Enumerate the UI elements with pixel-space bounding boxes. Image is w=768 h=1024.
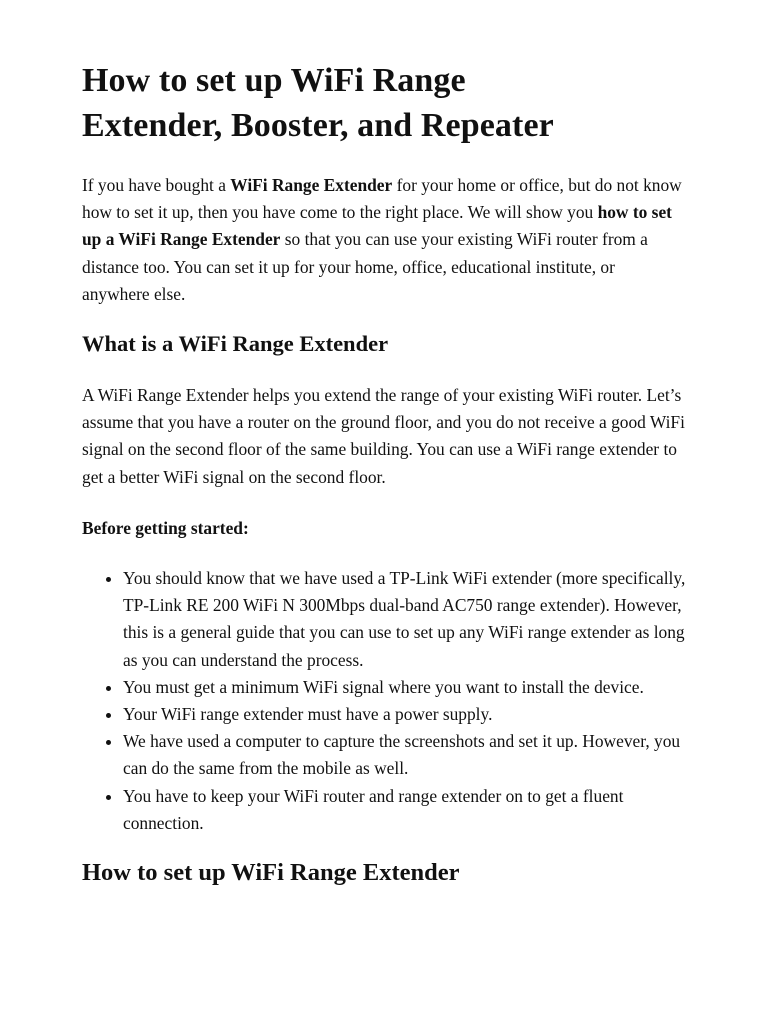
title-line-1: How to set up WiFi Range: [82, 62, 466, 99]
list-item: • You have to keep your WiFi router and range extender on to get a fluent connection.: [123, 783, 686, 837]
article-title: [82, 58, 686, 148]
list-item: • You should know that we have used a TP-Link WiFi extender (more specifically, TP-Link RE 200 WiFi N 300Mbps dual-band AC750 range extender). However, this is a general guide that you can use to set up any WiFi range extender as long as you can understand the process.: [123, 565, 686, 674]
section-heading-what-is: What is a WiFi Range Extender: [82, 331, 389, 357]
section-paragraph-what-is: A WiFi Range Extender helps you extend the range of your existing WiFi router. Let’s assume that you have a router on the ground floor, and you do not receive a good WiFi signal on the second floor of the same building. You can use a WiFi range extender to get a better WiFi signal on the second floor.: [82, 385, 685, 487]
list-item: • Your WiFi range extender must have a power supply.: [123, 701, 686, 728]
intro-bold-2: how to set up a WiFi Range Extender: [82, 202, 672, 250]
before-getting-started-label: Before getting started:: [82, 517, 249, 538]
intro-bold-1: WiFi Range Extender: [230, 175, 393, 195]
title-line-2: Extender, Booster, and Repeater: [82, 107, 554, 144]
intro-paragraph: [82, 172, 686, 308]
intro-text-3: so that you can use your existing WiFi router from a distance too. You can set it up for your home, office, educational institute, or anywhere else.: [82, 229, 648, 304]
list-item: • We have used a computer to capture the screenshots and set it up. However, you can do the same from the mobile as well.: [123, 728, 686, 782]
intro-text-1: If you have bought a: [82, 175, 231, 195]
intro-text-2: for your home or office, but do not know how to set it up, then you have come to the right place. We will show you: [82, 175, 682, 223]
list-item: • You must get a minimum WiFi signal where you want to install the device.: [123, 674, 686, 701]
section-heading-how-to: How to set up WiFi Range Extender: [82, 859, 460, 887]
prerequisites-list: [82, 565, 686, 837]
